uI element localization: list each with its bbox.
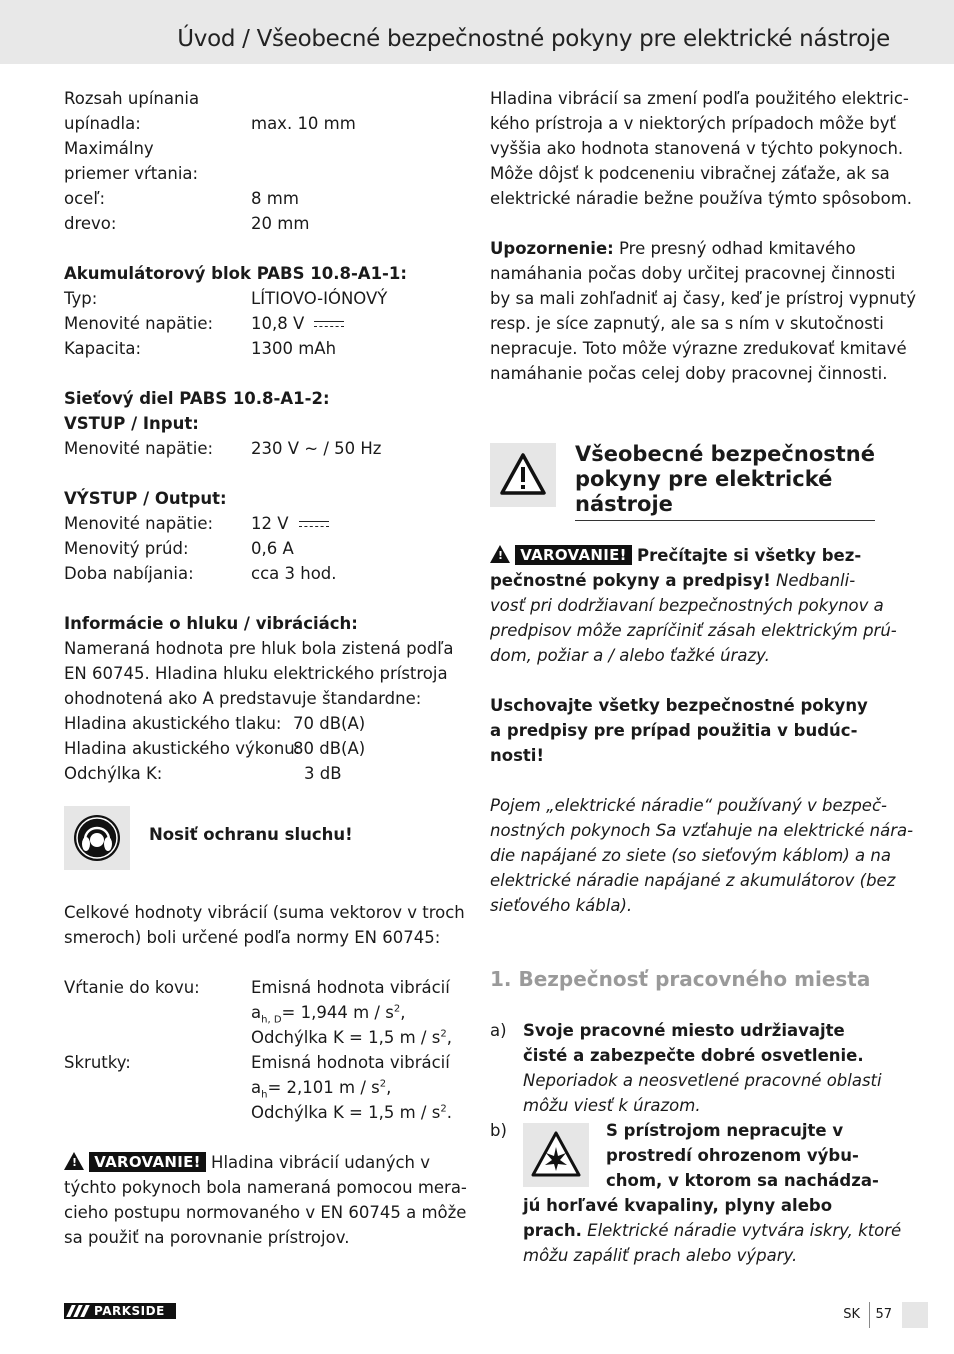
spec-steel: oceľ: 8 mm: [64, 189, 299, 208]
spec-max-diameter-label: Maximálny: [64, 139, 154, 158]
output-heading: VÝSTUP / Output:: [64, 489, 227, 508]
general-warning: ! VAROVANIE! Prečítajte si všetky bez-: [490, 543, 890, 568]
right-column: Hladina vibrácií sa zmení podľa použitého elektric- kého prístroja a v niektorých prípadoch môže byť vyššia ako hodnota stanovená v týchto pokynoch. Môže dôjsť k podceneniu vibračnej záťaže, ak sa elektrické náradie bežne používa týmto spôsobom. Upozornenie: Pre presný odhad kmitavého namáhania počas doby určitej pracovnej činnosti by sa mali zohľadniť aj časy, keď je prístroj vypnutý resp. je síce zapnutý, ale sa s ním v skutočnosti nepracuje. Toto môže výrazne zredukovať kmitavé namáhanie počas celej doby pracovnej činnosti. Všeobecné bezpečnostné pokyny pre elektrické nástroje ! VAROVANIE! Prečítajte si všetky bez- pečnostné pokyny a predpisy! Nedbanli- vosť pri dodržiavaní bezpečnostných pokynov a predpisov môže zapríčiniť zásah elektrickým prú- dom, požiar a / alebo ťažké úrazy. Uschovajte všetky bezpečnostné pokyny a predpisy pre prípad použitia v budúc- nosti! Pojem „elektrické náradie“ používaný v bezpeč- nostných pokynoch Sa vzťahuje na elektrické nára- die napájané zo siete (so sieťovým káblom) a na elektrické náradie napájané z akumulátorov (bez sieťového kábla). 1. Bezpečnosť pracovného miesta a) Svoje pracovné miesto udržiavajte čisté a zabezpečte dobré osvetlenie. Neporiadok a neosvetlené pracovné oblasti môžu viesť k úrazom. b) S prístrojom nepracujte v prostredí ohrozenom výbu- chom, v ktorom sa nachádza- jú horľavé kvapaliny, plyny alebo prach. Elektrické náradie vytvára iskry, ktoré môžu zapáliť prach alebo výpary.: [490, 89, 916, 1265]
explosion-hazard-icon: [523, 1123, 589, 1187]
warning-badge: VAROVANIE!: [515, 545, 632, 565]
noise-text-line: ohodnotená ako A predstavuje štandardne:: [64, 689, 422, 708]
footer-divider: [869, 1302, 870, 1328]
spec-sound-pressure: Hladina akustického tlaku: 70 dB(A): [64, 714, 366, 733]
page-header: [0, 0, 954, 64]
page-tab-box: [902, 1302, 928, 1328]
keep-instructions: Uschovajte všetky bezpečnostné pokyny: [490, 696, 868, 715]
language-code: SK: [843, 1307, 860, 1322]
spec-output-voltage: Menovité napätie: 12 V: [64, 511, 456, 536]
item-b: b) S prístrojom nepracujte v prostredí ohrozenom výbu- chom, v ktorom sa nachádza-: [490, 1121, 879, 1190]
spec-max-diameter-label-2: priemer vŕtania:: [64, 164, 199, 183]
vibration-text-line: Celkové hodnoty vibrácií (suma vektorov v troch: [64, 903, 465, 922]
psu-heading: Sieťový diel PABS 10.8-A1-2:: [64, 389, 330, 408]
ear-protection-text: Nosiť ochranu sluchu!: [149, 825, 353, 844]
spec-type: Typ: LÍTIOVO-IÓNOVÝ: [64, 289, 388, 308]
page-number: 57: [875, 1307, 892, 1322]
warning-triangle-icon: [490, 443, 556, 507]
spec-charge-time: Doba nabíjania: cca 3 hod.: [64, 564, 337, 583]
logo-stripes-icon: [67, 1305, 89, 1317]
noise-text-line: EN 60745. Hladina hluku elektrického prístroja: [64, 664, 448, 683]
page-title: Úvod / Všeobecné bezpečnostné pokyny pre elektrické nástroje: [177, 26, 890, 52]
subsection-heading: 1. Bezpečnosť pracovného miesta: [490, 967, 871, 991]
item-a: a) Svoje pracovné miesto udržiavajte: [490, 1021, 845, 1040]
spec-clamp-range: upínadla: max. 10 mm: [64, 114, 356, 133]
spec-voltage: Menovité napätie: 10,8 V: [64, 311, 456, 336]
spec-output-current: Menovitý prúd: 0,6 A: [64, 539, 294, 558]
safety-section-heading: Všeobecné bezpečnostné pokyny pre elektrické nástroje: [490, 443, 890, 523]
noise-text-line: Nameraná hodnota pre hluk bola zistená podľa: [64, 639, 454, 658]
warning-icon: !: [64, 1152, 84, 1170]
spec-input-voltage: Menovité napätie: 230 V ~ / 50 Hz: [64, 439, 382, 458]
note-paragraph: Upozornenie: Pre presný odhad kmitavého: [490, 239, 856, 258]
dc-symbol-icon: [314, 320, 344, 330]
noise-heading: Informácie o hluku / vibráciách:: [64, 614, 358, 633]
vibration-warning: ! VAROVANIE! Hladina vibrácií udaných v: [64, 1150, 456, 1175]
spec-clamp-range-label: Rozsah upínania: [64, 89, 200, 108]
input-heading: VSTUP / Input:: [64, 414, 199, 433]
ear-protection-row: [64, 806, 456, 870]
warning-badge: VAROVANIE!: [89, 1152, 206, 1172]
vib-screws: Skrutky: Emisná hodnota vibrácií: [64, 1053, 450, 1072]
spec-wood: drevo: 20 mm: [64, 214, 310, 233]
vib-drill-metal: Vŕtanie do kovu: Emisná hodnota vibrácií: [64, 978, 450, 997]
parkside-logo: PARKSIDE: [64, 1303, 176, 1319]
ear-protection-icon: [64, 806, 130, 870]
spec-deviation: Odchýlka K: 3 dB: [64, 764, 342, 783]
battery-heading: Akumulátorový blok PABS 10.8-A1-1:: [64, 264, 407, 283]
spec-capacity: Kapacita: 1300 mAh: [64, 339, 337, 358]
vibration-text-line: smeroch) boli určené podľa normy EN 60745:: [64, 928, 441, 947]
warning-icon: !: [490, 545, 510, 563]
dc-symbol-icon: [299, 520, 329, 530]
spec-sound-power: Hladina akustického výkonu: 80 dB(A): [64, 739, 366, 758]
term-definition: Pojem „elektrické náradie“ používaný v bezpeč-: [490, 796, 887, 815]
left-column: Rozsah upínania upínadla: max. 10 mm Maximálny priemer vŕtania: oceľ: 8 mm drevo: 20 mm Akumulátorový blok PABS 10.8-A1-1: Typ: LÍTIOVO-IÓNOVÝ Menovité napätie: 10,8 V Kapacita: 1300 mAh Sieťový diel PABS 10.8-A1-2: VSTUP / Input: Menovité napätie: 230 V ~ / 50 Hz VÝSTUP / Output: Menovité napätie: 12 V Menovitý prúd: 0,6 A Doba nabíjania: cca 3 hod. Informácie o hluku / vibráciách: Nameraná hodnota pre hluk bola zistená podľa EN 60745. Hladina hluku elektrického prístroja ohodnotená ako A predstavuje štandardne: Hladina akustického tlaku: 70 dB(A) Hladina akustického výkonu: 80 dB(A) Odchýlka K: 3 dB Nosiť ochranu sluchu! Celkové hodnoty vibrácií (suma vektorov v troch smeroch) boli určené podľa normy EN 60745: Vŕtanie do kovu: Emisná hodnota vibrácií $a_{h, D}= 1,944$ m / $s^2$, Odchýlka K = 1,5 m / $s^2$, Skrutky: Emisná hodnota vibrácií $a_h= 2,101$ m / $s^2$, Odchýlka K = 1,5 m / $s^2$. ! VAROVANIE! Hladina vibrácií udaných v týchto pokynoch bola nameraná pomocou mera- cieho postupu normovaného v EN 60745 a môže sa použiť na porovnanie prístrojov.: [64, 86, 456, 1250]
page-number-area: [808, 1302, 928, 1328]
